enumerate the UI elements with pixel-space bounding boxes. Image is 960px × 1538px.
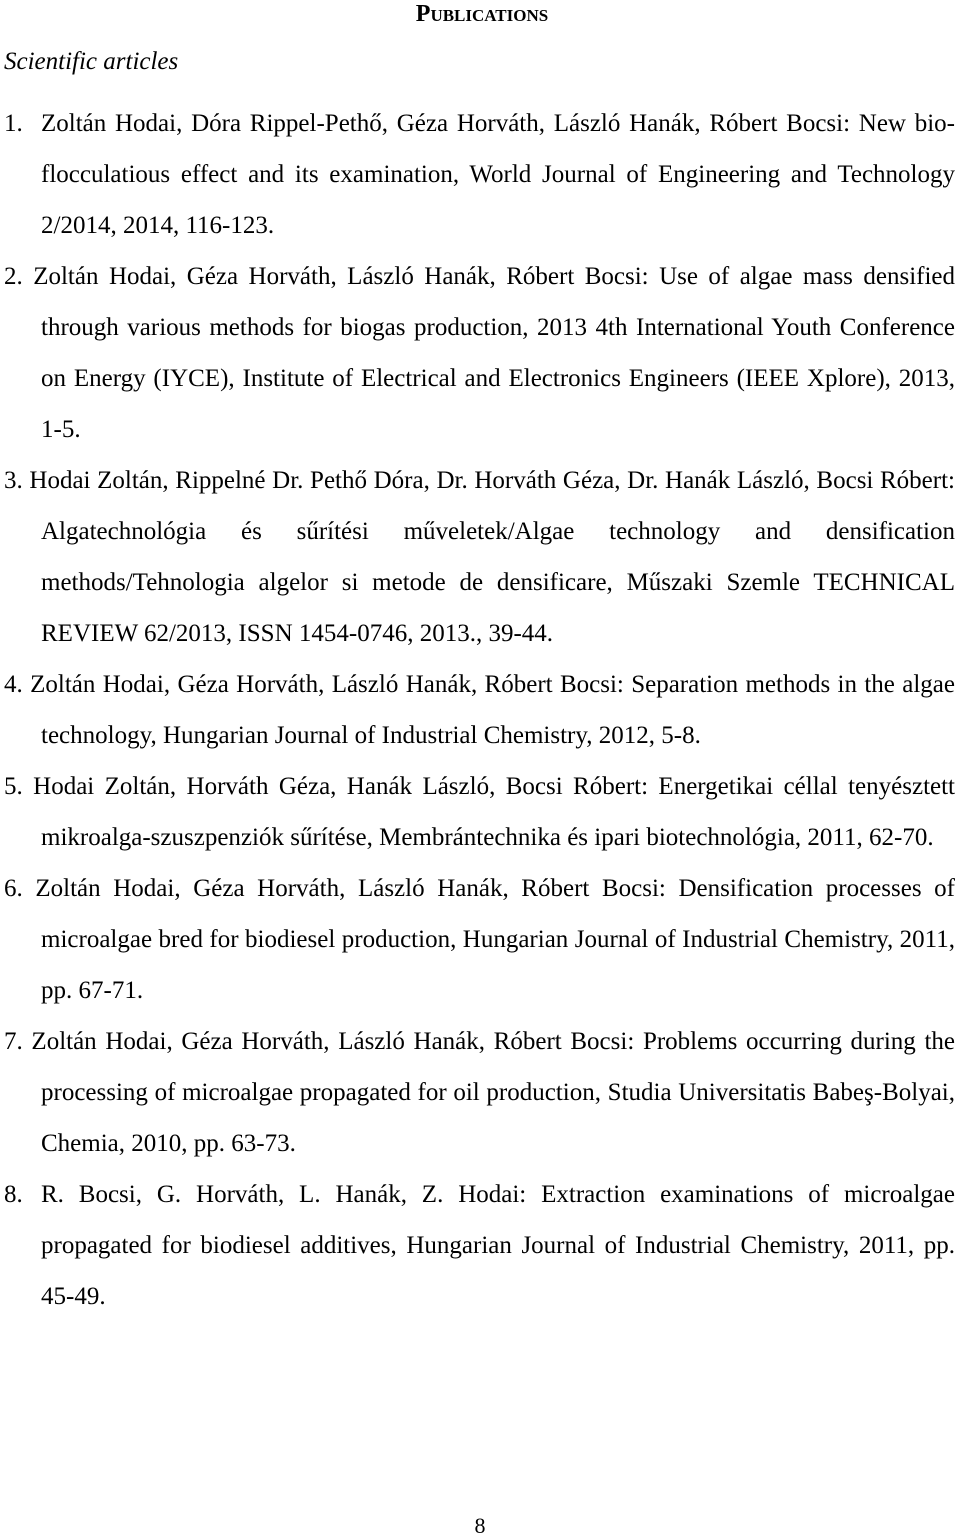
publication-item	[0, 251, 960, 455]
publication-item	[0, 863, 960, 1016]
publication-text: Hodai Zoltán, Rippelné Dr. Pethő Dóra, Dr. Horváth Géza, Dr. Hanák László, Bocsi Róbert: Algatechnológia és sűrítési műveletek/Algae technology and densification methods/Tehnologia algelor si metode de densificare, Műszaki Szemle TECHNICAL REVIEW 62/2013, ISSN 1454-0746, 2013., 39-44.	[29, 467, 955, 647]
publication-text: Zoltán Hodai, Géza Horváth, László Hanák, Róbert Bocsi: Problems occurring during the processing of microalgae propagated for oil production, Studia Universitatis Babeş-Bolyai, Chemia, 2010, pp. 63-73.	[31, 1028, 955, 1157]
publication-text: Zoltán Hodai, Géza Horváth, László Hanák, Róbert Bocsi: Separation methods in the algae technology, Hungarian Journal of Industrial Chemistry, 2012, 5-8.	[30, 671, 956, 749]
publication-number: 7.	[4, 1028, 23, 1055]
publication-number: 5.	[4, 773, 23, 800]
publication-number: 6.	[4, 875, 23, 902]
publication-text: Zoltán Hodai, Géza Horváth, László Hanák, Róbert Bocsi: Densification processes of microalgae bred for biodiesel production, Hungarian Journal of Industrial Chemistry, 2011, pp. 67-71.	[35, 875, 956, 1004]
publication-number: 1.	[4, 110, 23, 137]
publication-item	[0, 1016, 960, 1169]
section-title: Scientific articles	[4, 48, 179, 75]
publication-item	[0, 455, 960, 659]
publication-number: 3.	[4, 467, 23, 494]
page-number: 8	[474, 1513, 486, 1538]
publication-text: Hodai Zoltán, Horváth Géza, Hanák László, Bocsi Róbert: Energetikai céllal tenyésztett mikroalga-szuszpenziók sűrítése, Membrántechnika és ipari biotechnológia, 2011, 62-70.	[33, 773, 955, 851]
publication-item	[0, 1169, 960, 1322]
publication-item	[0, 98, 960, 251]
page-heading	[0, 0, 960, 28]
page-heading-text: Publications	[415, 1, 549, 27]
publication-number: 8.	[4, 1181, 23, 1208]
publication-number: 4.	[4, 671, 23, 698]
publication-text: Zoltán Hodai, Géza Horváth, László Hanák, Róbert Bocsi: Use of algae mass densified through various methods for biogas production, 2013 4th International Youth Conference on Energy (IYCE), Institute of Electrical and Electronics Engineers (IEEE Xplore), 2013, 1-5.	[33, 263, 956, 443]
publication-text: R. Bocsi, G. Horváth, L. Hanák, Z. Hodai: Extraction examinations of microalgae propagated for biodiesel additives, Hungarian Journal of Industrial Chemistry, 2011, pp. 45-49.	[41, 1181, 955, 1310]
publication-item	[0, 659, 960, 761]
publication-number: 2.	[4, 263, 23, 290]
publication-item	[0, 761, 960, 863]
publication-list	[0, 98, 960, 1322]
publication-text: Zoltán Hodai, Dóra Rippel-Pethő, Géza Horváth, László Hanák, Róbert Bocsi: New bio-flocculatious effect and its examination, World Journal of Engineering and Technology 2/2014, 2014, 116-123.	[41, 110, 955, 239]
